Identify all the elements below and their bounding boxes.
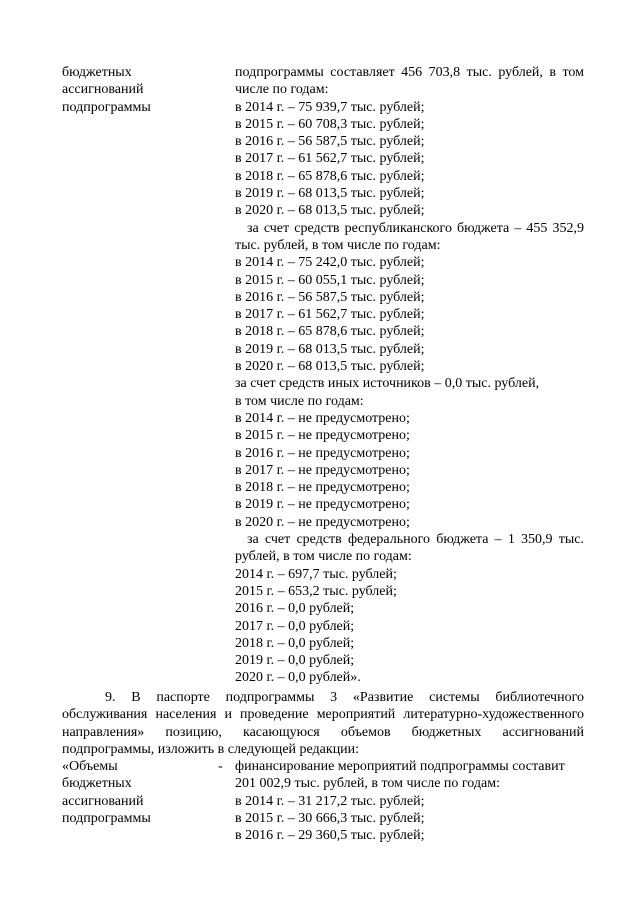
left-label: ассигнований: [62, 793, 144, 809]
table-row: [0, 64, 640, 81]
table-row: [0, 793, 640, 810]
table-row: [0, 133, 640, 150]
total-year-line: в 2019 г. – 68 013,5 тыс. рублей;: [235, 186, 425, 202]
total-intro-line: подпрограммы составляет 456 703,8 тыс. рублей, в том: [235, 65, 584, 80]
table-row: [0, 496, 640, 513]
total-year-line: в 2014 г. – 75 939,7 тыс. рублей;: [235, 99, 425, 115]
federal-year-line: 2017 г. – 0,0 рублей;: [235, 618, 355, 634]
table-row: [0, 323, 640, 340]
table-row: [0, 393, 640, 410]
table-row: [0, 254, 640, 271]
federal-year-line: 2018 г. – 0,0 рублей;: [235, 635, 355, 651]
federal-year-line: 2016 г. – 0,0 рублей;: [235, 601, 355, 617]
table-row: [0, 758, 640, 775]
table-row: [0, 566, 640, 583]
table-row: [0, 168, 640, 185]
paragraph-9: [0, 689, 640, 758]
republic-year-line: в 2020 г. – 68 013,5 тыс. рублей;: [235, 359, 425, 375]
paragraph-text: подпрограммы, изложить в следующей редакции:: [62, 741, 360, 757]
table-row: [0, 150, 640, 167]
year-line: в 2016 г. – 29 360,5 тыс. рублей;: [235, 828, 425, 844]
other-year-line: в 2019 г. – не предусмотрено;: [235, 497, 410, 513]
label-dash: -: [218, 759, 223, 774]
year-line: в 2015 г. – 30 666,3 тыс. рублей;: [235, 810, 425, 826]
total-year-line: в 2015 г. – 60 708,3 тыс. рублей;: [235, 116, 425, 132]
federal-year-line: 2015 г. – 653,2 тыс. рублей;: [235, 583, 397, 599]
total-year-line: в 2018 г. – 65 878,6 тыс. рублей;: [235, 168, 425, 184]
other-year-line: в 2015 г. – не предусмотрено;: [235, 428, 410, 444]
table-row: [0, 375, 640, 392]
table-row: [0, 462, 640, 479]
republic-year-line: в 2015 г. – 60 055,1 тыс. рублей;: [235, 272, 425, 288]
table-row: [0, 548, 640, 565]
table-row: [0, 445, 640, 462]
table-row: [0, 289, 640, 306]
table-row: [0, 358, 640, 375]
left-label: «Объемы: [62, 759, 118, 774]
budget-table-new-entry: [0, 758, 640, 844]
total-year-line: в 2020 г. – 68 013,5 тыс. рублей;: [235, 203, 425, 219]
paragraph-line: [0, 724, 640, 741]
year-line: в 2014 г. – 31 217,2 тыс. рублей;: [235, 793, 425, 809]
paragraph-line: [0, 741, 640, 758]
republic-year-line: в 2017 г. – 61 562,7 тыс. рублей;: [235, 307, 425, 323]
paragraph-text: обслуживания населения и проведение мероприятий литературно-художественного: [62, 707, 584, 723]
table-row: [0, 99, 640, 116]
table-row: [0, 618, 640, 635]
other-year-line: в 2017 г. – не предусмотрено;: [235, 462, 410, 478]
left-label: ассигнований: [62, 82, 144, 98]
intro-line: финансирование мероприятий подпрограммы составит: [235, 759, 565, 774]
paragraph-text: направления» позицию, касающуюся объемов бюджетных ассигнований: [62, 724, 584, 740]
federal-intro-line: за счет средств федерального бюджета – 1 350,9 тыс.: [247, 532, 584, 548]
table-row: [0, 185, 640, 202]
republic-intro-line: тыс. рублей, в том числе по годам:: [235, 237, 441, 253]
other-intro-line: за счет средств иных источников – 0,0 тыс. рублей,: [235, 376, 540, 392]
table-row: [0, 237, 640, 254]
republic-year-line: в 2018 г. – 65 878,6 тыс. рублей;: [235, 324, 425, 340]
other-year-line: в 2016 г. – не предусмотрено;: [235, 445, 410, 461]
total-year-line: в 2017 г. – 61 562,7 тыс. рублей;: [235, 151, 425, 167]
paragraph-line: [0, 689, 640, 706]
other-intro-line: в том числе по годам:: [235, 393, 364, 409]
table-row: [0, 427, 640, 444]
total-year-line: в 2016 г. – 56 587,5 тыс. рублей;: [235, 134, 425, 150]
table-row: [0, 810, 640, 827]
table-row: [0, 827, 640, 844]
total-intro-line: числе по годам:: [235, 82, 329, 98]
table-row: [0, 410, 640, 427]
left-label: подпрограммы: [62, 810, 151, 826]
intro-line: 201 002,9 тыс. рублей, в том числе по годам:: [235, 776, 500, 792]
table-row: [0, 600, 640, 617]
table-row: [0, 202, 640, 219]
table-row: [0, 583, 640, 600]
table-row: [0, 514, 640, 531]
paragraph-line: [0, 706, 640, 723]
table-row: [0, 635, 640, 652]
table-row: [0, 220, 640, 237]
other-year-line: в 2018 г. – не предусмотрено;: [235, 480, 410, 496]
paragraph-text: 9. В паспорте подпрограммы 3 «Развитие системы библиотечного: [105, 690, 584, 705]
federal-year-line: 2020 г. – 0,0 рублей».: [235, 670, 361, 686]
republic-year-line: в 2016 г. – 56 587,5 тыс. рублей;: [235, 289, 425, 305]
republic-year-line: в 2019 г. – 68 013,5 тыс. рублей;: [235, 341, 425, 357]
table-row: [0, 479, 640, 496]
other-year-line: в 2020 г. – не предусмотрено;: [235, 514, 410, 530]
other-year-line: в 2014 г. – не предусмотрено;: [235, 410, 410, 426]
table-row: [0, 775, 640, 792]
left-label: подпрограммы: [62, 99, 151, 115]
republic-intro-line: за счет средств республиканского бюджета – 455 352,9: [247, 220, 584, 236]
table-row: [0, 531, 640, 548]
table-row: [0, 81, 640, 98]
table-row: [0, 669, 640, 686]
table-row: [0, 272, 640, 289]
left-label: бюджетных: [62, 65, 132, 80]
table-row: [0, 306, 640, 323]
federal-intro-line: рублей, в том числе по годам:: [235, 549, 412, 565]
republic-year-line: в 2014 г. – 75 242,0 тыс. рублей;: [235, 255, 425, 271]
left-label: бюджетных: [62, 776, 132, 792]
table-row: [0, 652, 640, 669]
federal-year-line: 2019 г. – 0,0 рублей;: [235, 653, 355, 669]
federal-year-line: 2014 г. – 697,7 тыс. рублей;: [235, 566, 397, 582]
table-row: [0, 116, 640, 133]
budget-table-continuation: [0, 64, 640, 687]
table-row: [0, 341, 640, 358]
